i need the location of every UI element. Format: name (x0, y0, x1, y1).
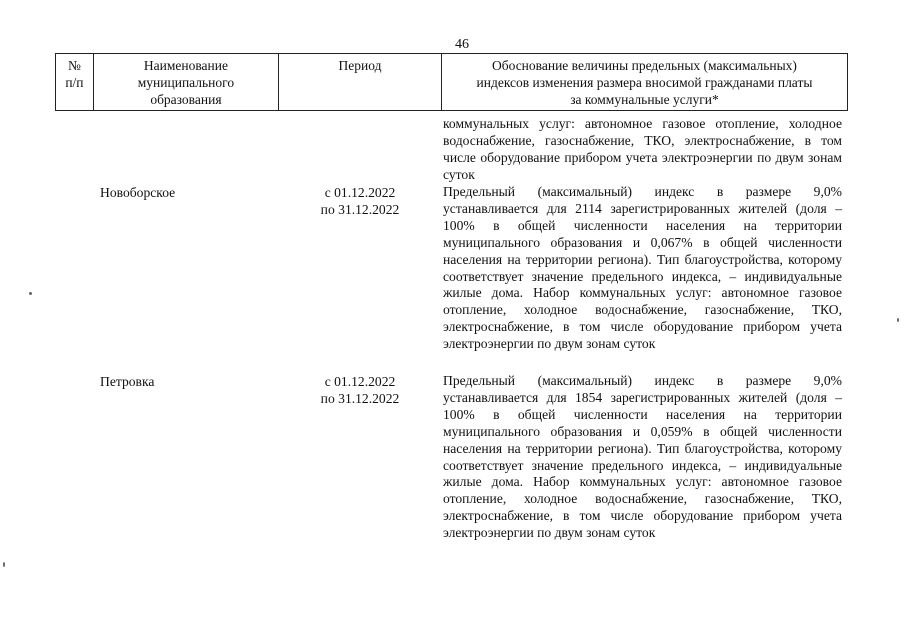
row-2-period-from: с 01.12.2022 (324, 374, 396, 389)
row-1-basis: Предельный (максимальный) индекс в размере 9,0% устанавливается для 2114 зарегистрированных жителей (доля – 100% в общей численности населения на территории муниципального образования и 0,067% в общей численности населения на территории региона). Тип благоустройства, которому соответствует значение предельного индекса, – индивидуальные жилые дома. Набор коммунальных услуг: автономное газовое отопление, холодное водоснабжение, газоснабжение, ТКО, электроснабжение, в том числе оборудование прибором учета электроэнергии по двум зонам суток (443, 184, 842, 352)
row-2-municipality: Петровка (100, 374, 155, 389)
row-1-municipality: Новоборское (100, 185, 176, 200)
row-1-period (310, 184, 410, 218)
scan-speck (897, 318, 899, 322)
header-col-basis: Обоснование величины предельных (максимальных) индексов изменения размера вносимой гражданами платы за коммунальные услуги* (441, 54, 847, 111)
row-2-period (310, 373, 410, 407)
header-col-number: № п/п (56, 54, 94, 111)
row-1-period-from: с 01.12.2022 (324, 185, 396, 200)
scan-speck (3, 562, 5, 567)
scan-speck (29, 292, 32, 295)
page-number: 46 (455, 37, 469, 52)
row-2-period-to: по 31.12.2022 (320, 391, 400, 406)
header-col-municipality: Наименование муниципального образования (93, 54, 278, 111)
continuation-text: коммунальных услуг: автономное газовое отопление, холодное водоснабжение, газоснабжение, ТКО, электроснабжение, в том числе оборудование прибором учета электроэнергии по двум зонам суток (443, 116, 842, 182)
row-1-period-to: по 31.12.2022 (320, 202, 400, 217)
row-2-basis: Предельный (максимальный) индекс в размере 9,0% устанавливается для 1854 зарегистрированных жителей (доля – 100% в общей численности населения на территории муниципального образования и 0,059% в общей численности населения на территории региона). Тип благоустройства, которому соответствует значение предельного индекса, – индивидуальные жилые дома. Набор коммунальных услуг: автономное газовое отопление, холодное водоснабжение, газоснабжение, ТКО, электроснабжение, в том числе оборудование прибором учета электроэнергии по двум зонам суток (443, 373, 842, 541)
header-col-period: Период (279, 54, 442, 111)
table-header (55, 53, 848, 111)
